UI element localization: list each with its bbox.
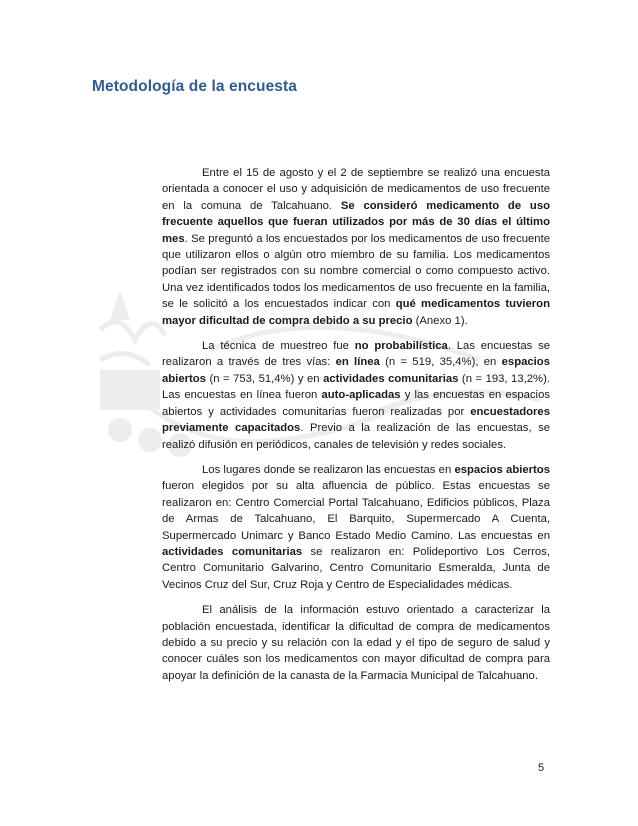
paragraph-1 (162, 165, 550, 329)
emphasis-text: qué medicamentos tuvieron mayor dificultad de compra debido a su precio (162, 298, 550, 327)
emphasis-text: en línea (335, 356, 380, 369)
emphasis-text: espacios abiertos (162, 356, 550, 385)
text-run: . Previo a la realización de las encuestas, se realizó difusión en periódicos, canales de televisión y redes sociales. (162, 422, 551, 451)
emphasis-text: auto-aplicadas (321, 389, 401, 402)
text-run: (n = 753, 51,4%) y en (205, 372, 324, 385)
emphasis-text: actividades comunitarias (162, 545, 303, 558)
paragraph-2 (162, 338, 550, 453)
section-title: Metodología de la encuesta (92, 78, 298, 95)
text-run: Los lugares donde se realizaron las encuestas en (202, 463, 455, 476)
text-run: La técnica de muestreo fue (202, 340, 355, 353)
text-run: y las encuestas en espacios abiertos y actividades comunitarias fueron realizadas por (162, 389, 551, 418)
text-run: se realizaron en: Polideportivo Los Cerros, Centro Comunitario Galvarino, Centro Comunitario Esmeralda, Junta de Vecinos Cruz del Sur, Cruz Roja y Centro de Especialidades médicas. (162, 545, 550, 591)
text-run: El análisis de la información estuvo orientado a caracterizar la población encuestada, identificar la dificultad de compra de medicamentos debido a su precio y su relación con la edad y el tipo de seguro de salud y conocer cuáles son los medicamentos con mayor dificultad de compra para apoyar la definición de la canasta de la Farmacia Municipal de Talcahuano. (162, 604, 550, 682)
emphasis-text: encuestadores previamente capacitados (162, 405, 550, 435)
emphasis-text: actividades comunitarias (323, 372, 459, 385)
text-run: Entre el 15 de agosto y el 2 de septiembre se realizó una encuesta orientada a conocer el uso y adquisición de medicamentos de uso frecuente en la comuna de Talcahuano. (162, 167, 550, 212)
text-run: (n = 519, 35,4%), en (379, 356, 502, 369)
emphasis-text: no probabilística (354, 340, 448, 353)
text-run: (Anexo 1). (412, 314, 468, 327)
page-number: 5 (538, 762, 545, 774)
paragraph-3 (162, 462, 550, 593)
emphasis-text: Se consideró medicamento de uso frecuente aquellos que fueran utilizados por más de 30 días el último mes (162, 199, 550, 245)
text-run: . Se preguntó a los encuestados por los medicamentos de uso frecuente que utilizaron ellos o algún otro miembro de su familia. Los medicamentos podían ser registrados con su nombre comercial o como compuesto activo. Una vez identificados todos los medicamentos de uso frecuente en la familia, se le solicitó a los encuestados indicar con (162, 232, 550, 311)
emphasis-text: espacios abiertos (454, 463, 550, 476)
text-run: (n = 193, 13,2%). Las encuestas en línea fueron (162, 372, 550, 402)
body-text (162, 165, 550, 693)
text-run: . Las encuestas se realizaron a través de tres vías: (162, 340, 551, 369)
text-run: fueron elegidos por su alta afluencia de público. Estas encuestas se realizaron en: Centro Comercial Portal Talcahuano, Edificios públicos, Plaza de Armas de Talcahuano, El Barquito, Supermercado A Cuenta, Supermercado Unimarc y Banco Estado Medio Camino. Las encuestas en (162, 480, 550, 542)
paragraph-4 (162, 602, 550, 684)
